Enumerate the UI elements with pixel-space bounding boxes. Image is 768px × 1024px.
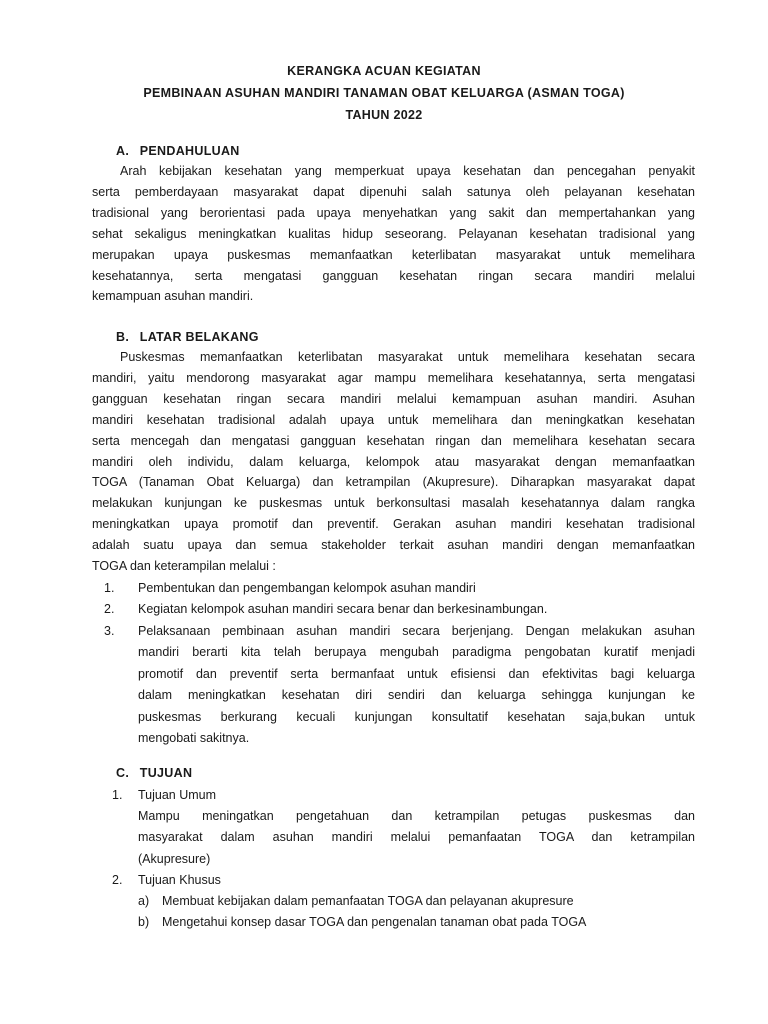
text-line: mandiri kesehatan tradisional adalah upaya untuk memelihara dan meningkatkan kesehatan — [92, 412, 695, 427]
text-line: serta mencegah dan mengatasi gangguan kesehatan ringan dan memelihara kesehatan secara — [92, 433, 695, 448]
sub-list-letter: b) — [138, 915, 150, 930]
section-tujuan — [92, 763, 695, 933]
list-item — [92, 870, 695, 891]
text-line: mengobati sakitnya. — [138, 731, 250, 746]
text-line: merupakan upaya puskesmas memanfaatkan keterlibatan masyarakat untuk memelihara — [92, 247, 695, 262]
text-line: TOGA (Tanaman Obat Keluarga) dan ketrampilan (Akupresure). Diharapkan masyarakat dapat — [92, 475, 695, 490]
text-line: masyarakat dalam asuhan mandiri melalui pemanfaatan TOGA dan ketrampilan — [138, 830, 695, 845]
title-line-3: TAHUN 2022 — [345, 108, 423, 122]
list-item — [92, 599, 695, 621]
section-title: TUJUAN — [139, 766, 193, 780]
section-heading — [116, 327, 695, 347]
sub-list — [92, 891, 695, 933]
list-item-title: Tujuan Umum — [138, 788, 217, 802]
text-line: mandiri berarti kita telah berupaya mengubah paradigma pengobatan kuratif menjadi — [138, 645, 695, 660]
list-number: 3. — [104, 623, 115, 638]
text-line: Mampu meningatkan pengetahuan dan ketrampilan petugas puskesmas dan — [138, 809, 695, 824]
text-line: Pelaksanaan pembinaan asuhan mandiri secara berjenjang. Dengan melakukan asuhan — [138, 623, 695, 638]
text-line: dalam meningkatkan kesehatan diri sendiri dan keluarga sehingga kunjungan ke — [138, 688, 695, 703]
section-title: LATAR BELAKANG — [139, 330, 259, 344]
text-line: (Akupresure) — [138, 851, 211, 866]
sub-list-text: Mengetahui konsep dasar TOGA dan pengenalan tanaman obat pada TOGA — [162, 915, 587, 930]
section-pendahuluan — [92, 141, 695, 307]
section-paragraph — [92, 347, 695, 577]
list-item-title: Tujuan Khusus — [138, 872, 221, 887]
text-line: sehat sekaligus meningkatkan kualitas hidup seseorang. Pelayanan kesehatan tradisional yang — [92, 226, 695, 241]
text-line: Pembentukan dan pengembangan kelompok asuhan mandiri — [138, 580, 476, 595]
sub-list-item — [92, 891, 695, 912]
list-number: 2. — [112, 872, 123, 887]
section-title: PENDAHULUAN — [139, 144, 240, 158]
text-line: Kegiatan kelompok asuhan mandiri secara benar dan berkesinambungan. — [138, 602, 548, 617]
section-latar-belakang — [92, 327, 695, 750]
tujuan-list — [92, 785, 695, 933]
numbered-list — [92, 578, 695, 750]
list-number: 1. — [104, 580, 115, 595]
list-item — [92, 578, 695, 600]
text-line: adalah suatu upaya dan semua stakeholder terkait asuhan mandiri dengan memanfaatkan — [92, 538, 695, 553]
section-heading — [116, 141, 695, 161]
text-line: puskesmas berkurang kecuali kunjungan konsultatif kesehatan saja,bukan untuk — [138, 709, 695, 724]
text-line: mandiri oleh individu, dalam keluarga, kelompok atau masyarakat dengan memanfaatkan — [92, 454, 695, 469]
list-number: 2. — [104, 602, 115, 617]
sub-list-text: Membuat kebijakan dalam pemanfaatan TOGA dan pelayanan akupresure — [162, 894, 574, 909]
text-line: gangguan kesehatan ringan secara mandiri melalui kemampuan asuhan mandiri. Asuhan — [92, 391, 695, 406]
text-line: kesehatannya, serta mengatasi gangguan kesehatan ringan secara mandiri melalui — [92, 268, 695, 283]
text-line: Puskesmas memanfaatkan keterlibatan masyarakat untuk memelihara kesehatan secara — [120, 350, 695, 364]
sub-list-letter: a) — [138, 894, 150, 909]
list-item — [92, 621, 695, 750]
text-line: Arah kebijakan kesehatan yang memperkuat upaya kesehatan dan pencegahan penyakit — [120, 164, 695, 178]
section-letter: B. — [116, 330, 130, 344]
text-line: promotif dan preventif serta bermanfaat untuk efisiensi dan efektivitas bagi keluarga — [138, 666, 695, 681]
list-item-text — [138, 806, 695, 870]
section-paragraph — [92, 161, 695, 307]
section-letter: A. — [116, 144, 130, 158]
title-line-1: KERANGKA ACUAN KEGIATAN — [287, 64, 481, 78]
list-item — [92, 785, 695, 870]
title-line-2: PEMBINAAN ASUHAN MANDIRI TANAMAN OBAT KELUARGA (ASMAN TOGA) — [143, 86, 625, 100]
list-number: 1. — [112, 788, 123, 802]
sub-list-item — [92, 912, 695, 933]
section-letter: C. — [116, 766, 130, 780]
text-line: TOGA dan keterampilan melalui : — [92, 559, 276, 574]
text-line: tradisional yang berorientasi pada upaya menyehatkan yang sakit dan mempertahankan yang — [92, 205, 695, 220]
text-line: serta pemberdayaan masyarakat dapat dipenuhi salah satunya oleh pelayanan kesehatan — [92, 184, 695, 199]
text-line: mandiri, yaitu mendorong masyarakat agar mampu memelihara kesehatannya, serta mengatasi — [92, 370, 695, 385]
text-line: meningkatkan upaya promotif dan preventif. Gerakan asuhan mandiri kesehatan tradisional — [92, 517, 695, 532]
text-line: melakukan kunjungan ke puskesmas untuk berkonsultasi masalah kesehatannya dalam rangka — [92, 496, 695, 511]
section-heading — [116, 763, 695, 783]
text-line: kemampuan asuhan mandiri. — [92, 289, 254, 304]
document-title — [0, 60, 768, 126]
